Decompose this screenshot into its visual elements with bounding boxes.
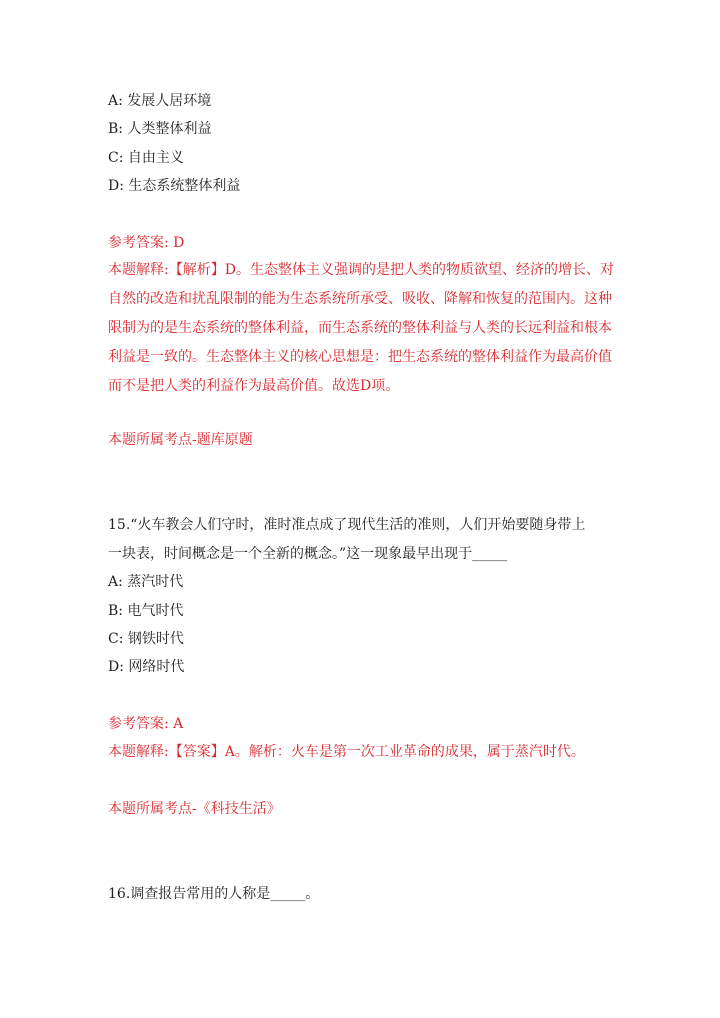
q15-explanation: 本题解释:【答案】A。解析：火车是第一次工业革命的成果，属于蒸汽时代。: [108, 744, 585, 760]
q14-category: 本题所属考点-题库原题: [108, 432, 253, 448]
q14-option-c: C: 自由主义: [108, 150, 184, 166]
q15-stem-line2: 一块表，时间概念是一个全新的概念。”这一现象最早出现于_____: [108, 546, 508, 562]
q15-category: 本题所属考点-《科技生活》: [108, 801, 281, 817]
q15-stem-line1: 15.“火车教会人们守时，准时准点成了现代生活的准则，人们开始要随身带上: [108, 517, 586, 533]
q14-option-b: B: 人类整体利益: [108, 121, 212, 137]
q14-explanation: 本题解释:【解析】D。生态整体主义强调的是把人类的物质欲望、经济的增长、对自然的改造和扰乱限制的能为生态系统所承受、吸收、降解和恢复的范围内。这种限制为的是生态系统的整体利益，而生态系统的整体利益与人类的长远利益和根本利益是一致的。生态整体主义的核心思想是：把生态系统的整体利益作为最高价值而不是把人类的利益作为最高价值。故选D项。: [108, 262, 614, 394]
q14-option-a: A: 发展人居环境: [108, 93, 212, 109]
q15-option-b: B: 电气时代: [108, 603, 184, 619]
q15-option-c: C: 钢铁时代: [108, 631, 184, 647]
q14-option-d: D: 生态系统整体利益: [108, 178, 241, 194]
q15-answer: 参考答案: A: [108, 716, 184, 732]
q15-option-d: D: 网络时代: [108, 659, 185, 675]
q16-stem: 16.调查报告常用的人称是_____。: [108, 886, 320, 902]
q14-answer: 参考答案: D: [108, 235, 185, 251]
q15-option-a: A: 蒸汽时代: [108, 574, 184, 590]
